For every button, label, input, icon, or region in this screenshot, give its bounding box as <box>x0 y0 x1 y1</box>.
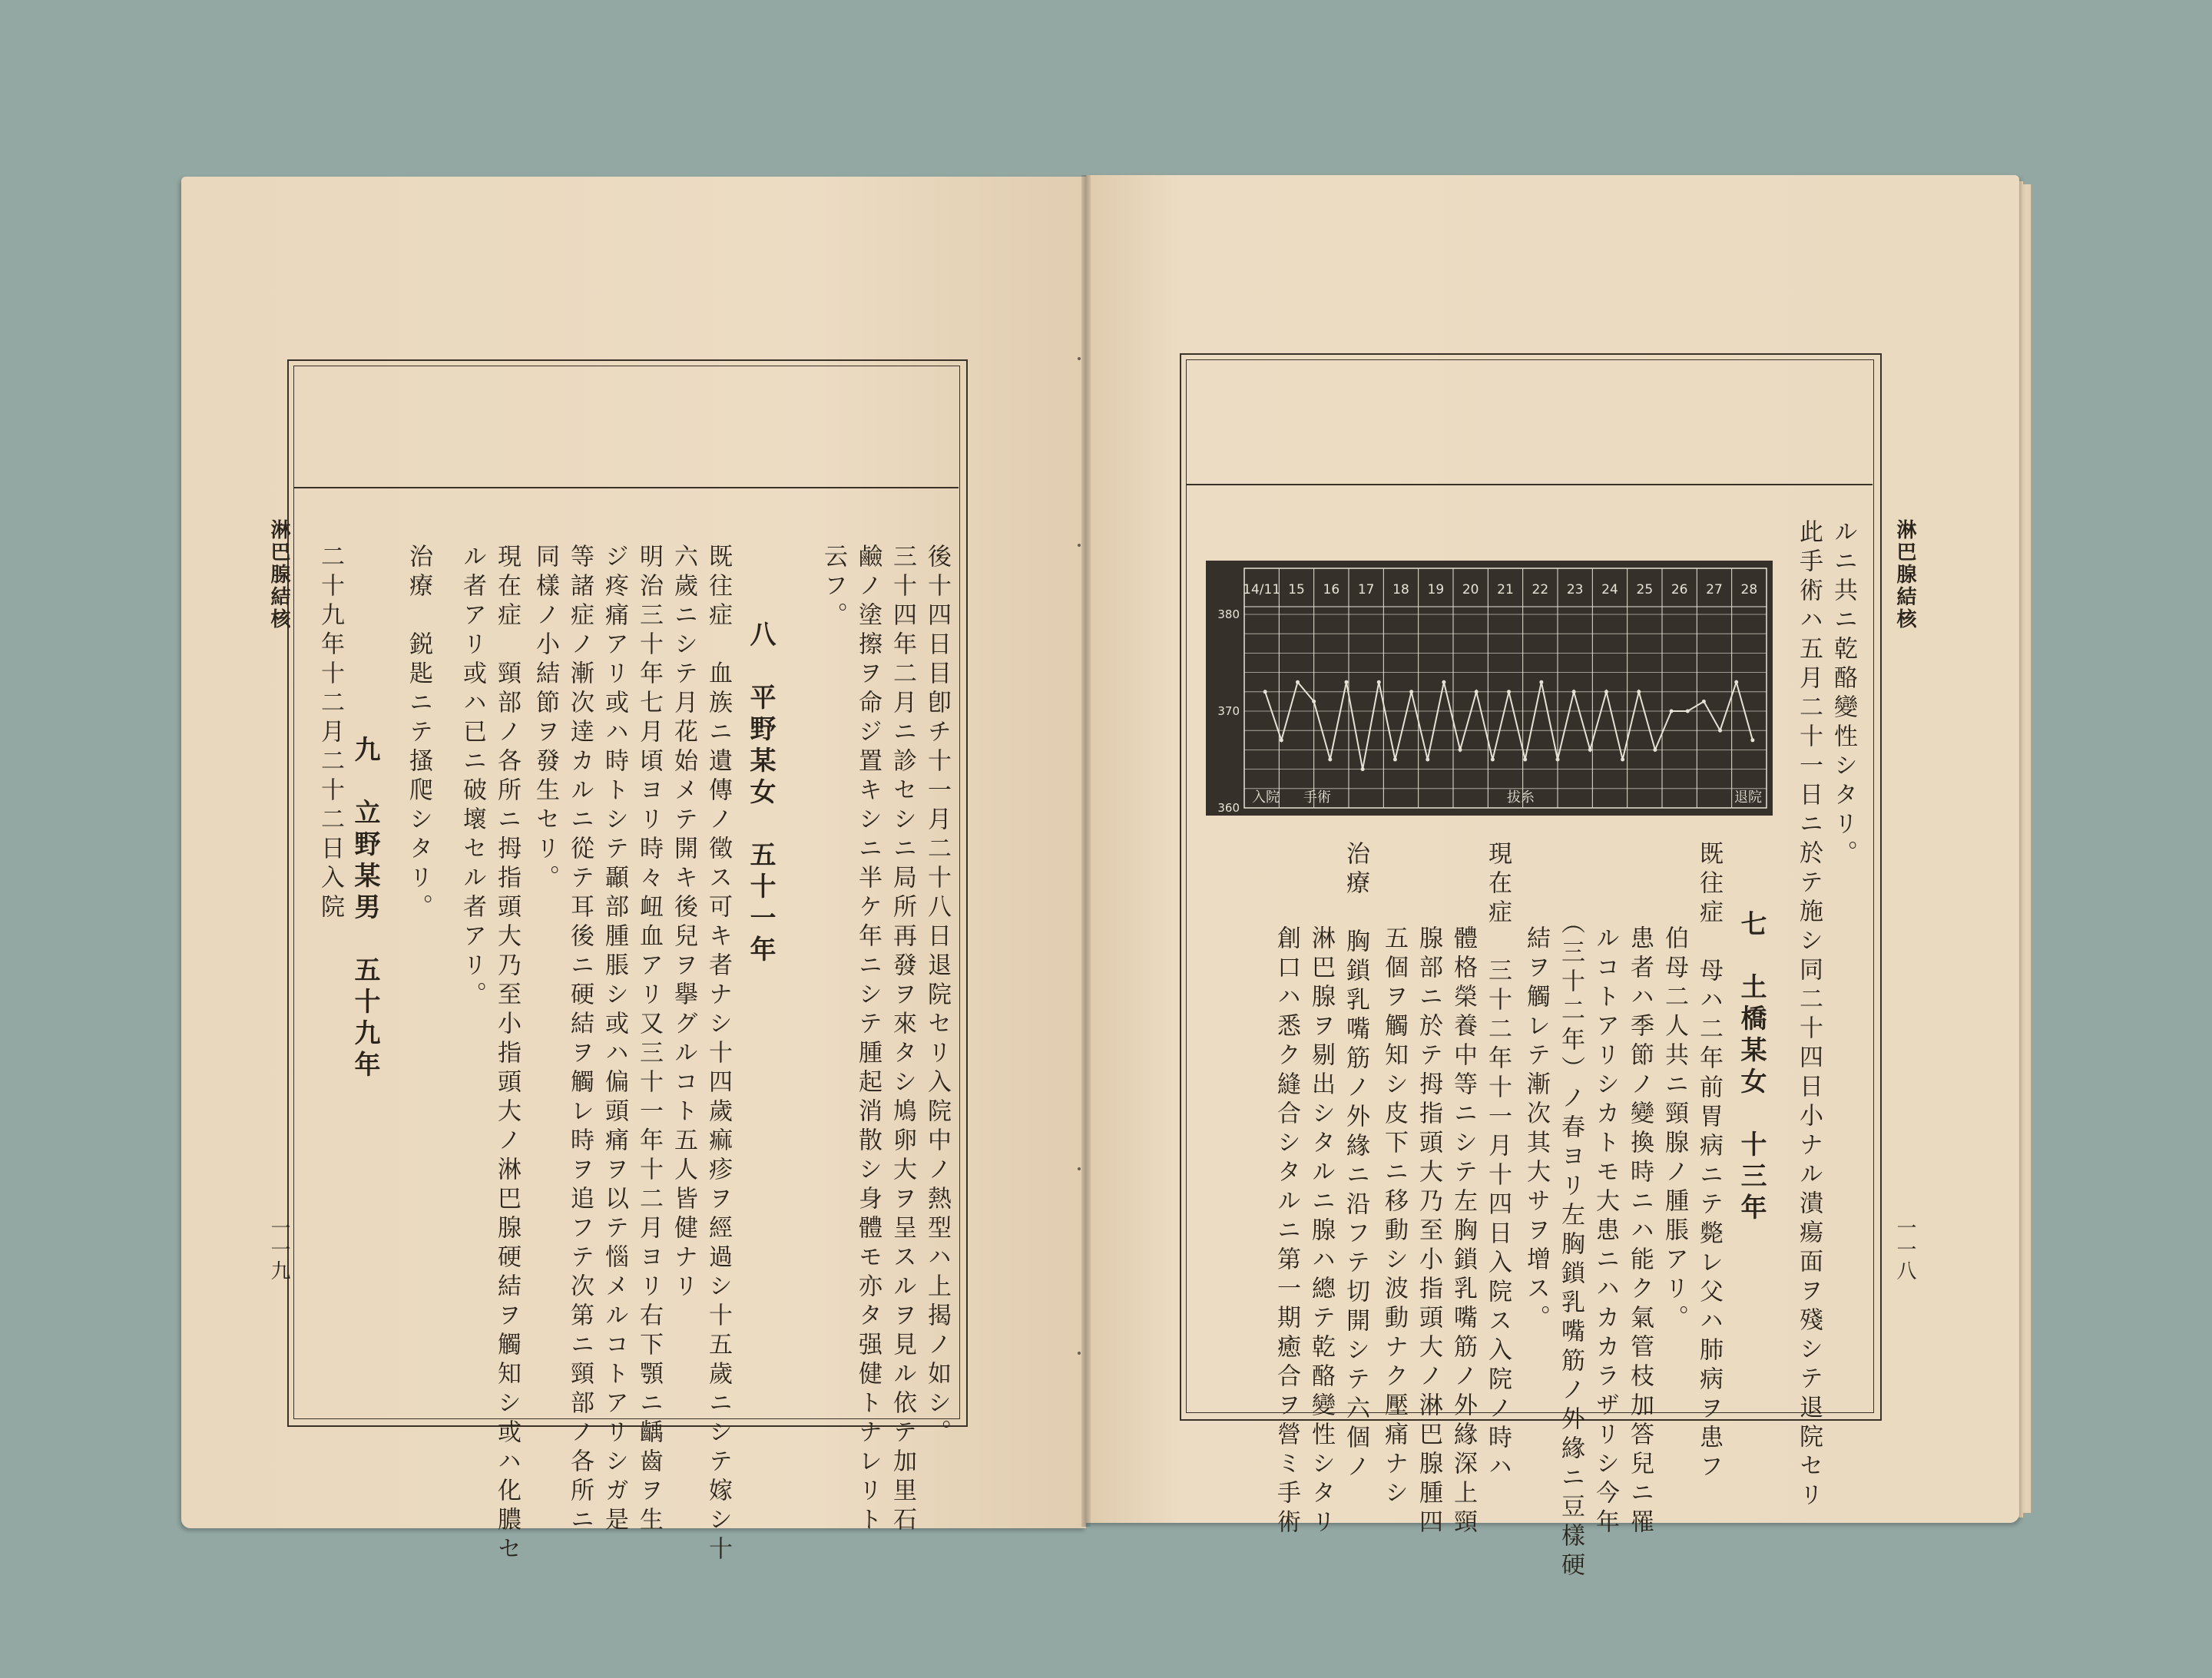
y-tick-label: 380 <box>1217 607 1240 621</box>
data-point <box>1491 758 1495 762</box>
case-heading: 八 平野某女 五十一年 <box>745 621 776 967</box>
chart-background <box>1206 561 1773 816</box>
data-point <box>1750 738 1754 742</box>
stitch-hole <box>1078 1167 1081 1170</box>
stitch-hole <box>1078 1352 1081 1355</box>
case-heading: 九 立野某男 五十九年 <box>349 736 380 1082</box>
text-column: 結ヲ觸レテ漸次其大サヲ增ス。 <box>1522 925 1550 1334</box>
page-number: 一一八 <box>1893 1217 1916 1282</box>
text-column: 既往症 母ハ二年前胃病ニテ斃レ父ハ肺病ヲ患フ <box>1695 841 1723 1483</box>
text-column: 云フ。 <box>820 544 847 631</box>
text-column: 現在症 三十二年十一月十四日入院ス入院ノ時ハ <box>1484 841 1512 1483</box>
data-point <box>1507 690 1511 693</box>
x-tick-label: 22 <box>1532 582 1549 597</box>
data-point <box>1621 758 1624 762</box>
left-header-rule <box>293 487 959 488</box>
x-tick-label: 18 <box>1392 582 1409 597</box>
x-tick-label: 27 <box>1706 582 1723 597</box>
text-column: 體格榮養中等ニシテ左胸鎖乳嘴筋ノ外緣深上頸 <box>1449 925 1477 1538</box>
data-point <box>1442 680 1445 684</box>
x-tick-label: 26 <box>1671 582 1688 597</box>
text-column: 治療 鋭匙ニテ搔爬シタリ。 <box>405 544 432 923</box>
text-column: ルニ共ニ乾酪變性シタリ。 <box>1830 519 1857 869</box>
book-spine <box>1081 175 1091 1527</box>
data-point <box>1572 690 1576 693</box>
data-point <box>1312 700 1316 703</box>
data-point <box>1280 738 1283 742</box>
x-tick-label: 19 <box>1427 582 1445 597</box>
text-column: 伯母二人共ニ頸腺ノ腫脹アリ。 <box>1661 925 1688 1334</box>
text-column: 六歲ニシテ月花始メテ開キ後兒ヲ擧グルコト五人皆健ナリ <box>670 544 697 1302</box>
data-point <box>1393 758 1397 762</box>
case-heading: 七 土橋某女 十三年 <box>1736 910 1767 1225</box>
text-column: 同樣ノ小結節ヲ發生セリ。 <box>531 544 559 894</box>
text-column: 鹼ノ塗擦ヲ命ジ置キシニ半ケ年ニシテ腫起消散シ身體モ亦タ强健トナレリト <box>854 544 882 1536</box>
right-header-rule <box>1186 484 1873 485</box>
chart-annotation: 手術 <box>1303 789 1331 806</box>
text-column: ルコトアリシカトモ大患ニハカカラザリシ今年 <box>1591 925 1619 1538</box>
running-head: 淋巴腺結核 <box>1893 519 1916 630</box>
data-point <box>1459 748 1462 752</box>
data-point <box>1361 767 1365 771</box>
text-column: 創口ハ悉ク縫合シタルニ第一期癒合ヲ營ミ手術 <box>1273 925 1300 1538</box>
data-point <box>1539 680 1543 684</box>
text-column: 三十四年二月ニ診セシニ局所再發ヲ來タシ鳩卵大ヲ呈スルヲ見ル依テ加里石 <box>889 544 916 1536</box>
text-column: 腺部ニ於テ拇指頭大乃至小指頭大ノ淋巴腺腫四 <box>1415 925 1442 1538</box>
data-point <box>1344 680 1348 684</box>
text-column: 現在症 頸部ノ各所ニ拇指頭大乃至小指頭大ノ淋巴腺硬結ヲ觸知シ或ハ化膿セ <box>493 544 521 1565</box>
stitch-hole <box>1078 357 1081 360</box>
data-point <box>1702 700 1706 703</box>
data-point <box>1426 758 1429 762</box>
data-point <box>1556 758 1560 762</box>
text-column: 淋巴腺ヲ剔出シタルニ腺ハ總テ乾酪變性シタリ <box>1307 925 1335 1538</box>
data-point <box>1588 748 1592 752</box>
text-column: 此手術ハ五月二十一日ニ於テ施シ同二十四日小ナル潰瘍面ヲ殘シテ退院セリ <box>1795 519 1823 1511</box>
data-point <box>1734 680 1738 684</box>
data-point <box>1328 758 1332 762</box>
page-edge <box>2023 184 2032 1513</box>
left-text-block <box>315 544 968 1565</box>
data-point <box>1475 690 1479 693</box>
data-point <box>1296 680 1300 684</box>
x-tick-label: 28 <box>1740 582 1758 597</box>
x-tick-label: 15 <box>1288 582 1305 597</box>
stitch-hole <box>1078 544 1081 547</box>
data-point <box>1523 758 1527 762</box>
chart-annotation: 入院 <box>1252 789 1280 806</box>
text-column: 明治三十年七月頃ヨリ時々衄血アリ又三十一年十二月ヨリ右下顎ニ齲齒ヲ生 <box>635 544 663 1536</box>
chart-annotation: 退院 <box>1734 789 1762 806</box>
text-column: 後十四日目卽チ十一月二十八日退院セリ入院中ノ熱型ハ上揭ノ如シ。 <box>923 544 951 1448</box>
data-point <box>1653 748 1657 752</box>
page-number: 一一九 <box>267 1217 290 1282</box>
running-head: 淋巴腺結核 <box>267 519 290 630</box>
x-tick-label: 20 <box>1462 582 1479 597</box>
text-column: 既往症 血族ニ遺傳ノ徵ス可キ者ナシ十四歲痲疹ヲ經過シ十五歲ニシテ嫁シ十 <box>704 544 732 1565</box>
x-tick-label: 16 <box>1323 582 1340 597</box>
data-point <box>1263 690 1267 693</box>
chart-annotation: 拔糸 <box>1507 789 1535 806</box>
data-point <box>1718 729 1722 733</box>
y-tick-label: 360 <box>1217 801 1240 815</box>
text-column: （三十二年）ノ春ヨリ左胸鎖乳嘴筋ノ外緣ニ豆樣硬 <box>1557 910 1584 1581</box>
text-column: 患者ハ季節ノ變換時ニハ能ク氣管枝加答兒ニ罹 <box>1626 925 1654 1538</box>
text-column: 治療 胸鎖乳嘴筋ノ外緣ニ沿フテ切開シテ六個ノ <box>1342 841 1369 1483</box>
x-tick-label: 23 <box>1566 582 1584 597</box>
x-tick-label: 17 <box>1357 582 1375 597</box>
text-column: ジ疼痛アリ或ハ時トシテ顳部腫脹シ或ハ偏頭痛ヲ以テ惱メルコトアリシガ是 <box>601 544 628 1536</box>
text-column: ル者アリ或ハ已ニ破壞セル者アリ。 <box>459 544 486 1011</box>
data-point <box>1604 690 1608 693</box>
x-tick-label: 14/11 <box>1243 582 1281 597</box>
right-top-text <box>1782 519 1866 1511</box>
text-column: 等諸症ノ漸次逹カルニ從テ耳後ニ硬結ヲ觸レ時ヲ追フテ次第ニ頸部ノ各所ニ <box>566 544 594 1536</box>
y-tick-label: 370 <box>1217 704 1240 718</box>
data-point <box>1670 710 1674 713</box>
data-point <box>1377 680 1381 684</box>
temperature-chart <box>1206 561 1773 816</box>
text-column: 五個ヲ觸知シ皮下ニ移動シ波動ナク壓痛ナシ <box>1380 925 1408 1509</box>
x-tick-label: 25 <box>1636 582 1654 597</box>
data-point <box>1637 690 1641 693</box>
right-bottom-text <box>1229 841 1859 1581</box>
x-tick-label: 21 <box>1497 582 1514 597</box>
x-tick-label: 24 <box>1601 582 1618 597</box>
data-point <box>1409 690 1413 693</box>
data-point <box>1686 710 1690 713</box>
text-column: 二十九年十二月二十二日入院 <box>316 544 344 923</box>
